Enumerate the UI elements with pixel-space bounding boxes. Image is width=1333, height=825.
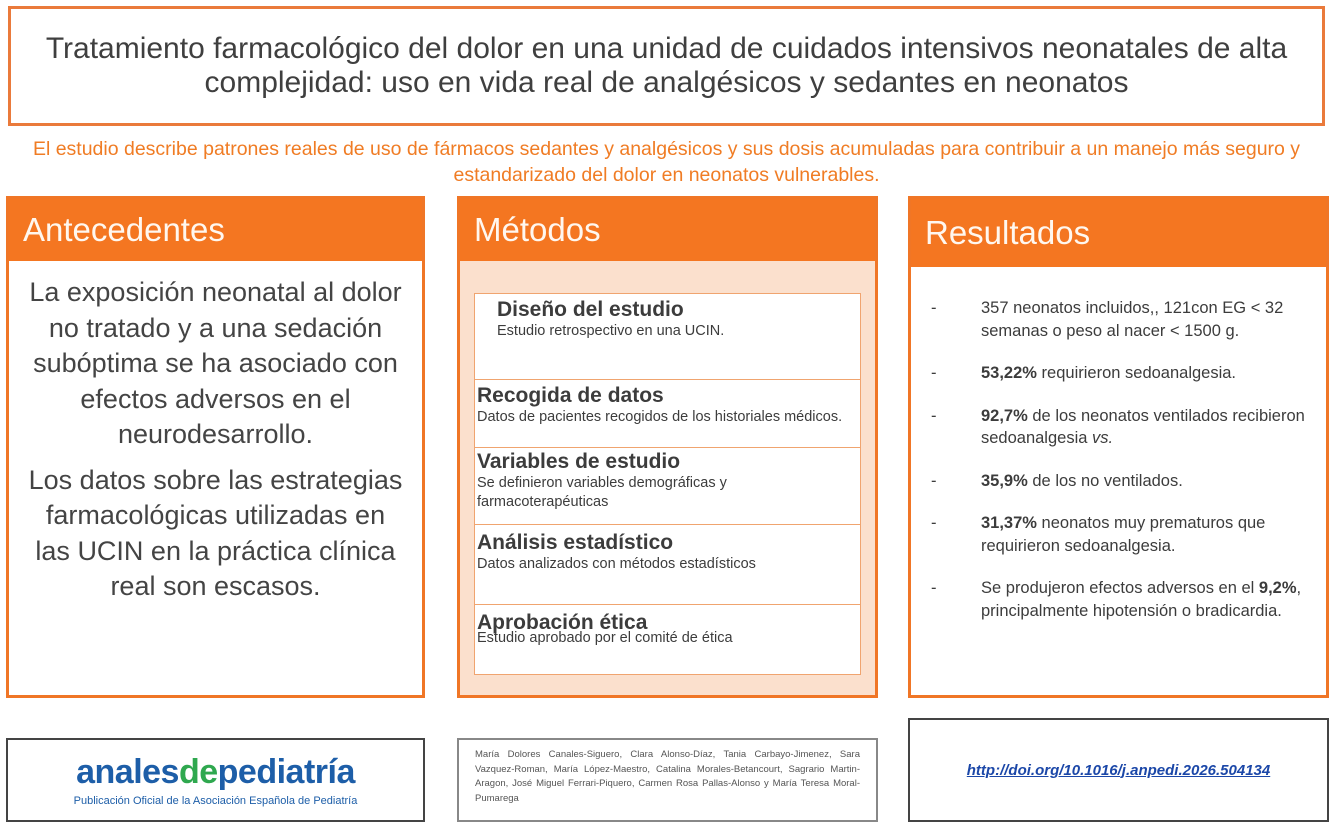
result-value: 31,37% (981, 514, 1037, 532)
journal-logo-subtitle: Publicación Oficial de la Asociación Española de Pediatría (73, 795, 358, 807)
result-text: requirieron sedoanalgesia. (1036, 364, 1237, 382)
bullet-dash: - (931, 579, 937, 597)
result-item (931, 470, 1312, 493)
result-item (931, 577, 1312, 622)
result-text-pre: Se produjeron efectos adversos en el (981, 579, 1259, 597)
page-title: Tratamiento farmacológico del dolor en una unidad de cuidados intensivos neonatales de alta complejidad: uso en vida real de analgésicos y sedantes en neonatos (45, 32, 1288, 99)
resultados-body (911, 267, 1326, 622)
logo-part-de: de (178, 753, 218, 791)
result-item (931, 405, 1312, 450)
logo-part-anales: anales (76, 753, 179, 791)
step-variables (475, 448, 860, 525)
result-item (931, 362, 1312, 385)
step-desc: Datos de pacientes recogidos de los historiales médicos. (477, 409, 843, 425)
result-value: 53,22% (981, 364, 1037, 382)
result-italic: vs. (1092, 429, 1114, 447)
step-title: Variables de estudio (477, 450, 681, 473)
step-recogida (475, 380, 860, 448)
result-text: 357 neonatos incluidos,, 121con EG < 32 semanas o peso al nacer < 1500 g. (981, 299, 1284, 340)
title-box (8, 6, 1325, 126)
step-diseno (475, 294, 860, 380)
step-aprobacion (475, 605, 860, 676)
result-text: de los no ventilados. (1027, 471, 1183, 490)
result-item (931, 512, 1312, 557)
resultados-panel (908, 196, 1329, 698)
result-text: neonatos muy prematuros que requirieron sedoanalgesia. (981, 514, 1266, 555)
logo-part-pediatria: pediatría (217, 753, 355, 791)
antecedentes-panel (6, 196, 425, 698)
step-desc: Estudio aprobado por el comité de ética (477, 630, 733, 646)
metodos-heading: Métodos (460, 199, 875, 261)
step-desc: Datos analizados con métodos estadísticos (477, 556, 756, 572)
antecedentes-body (9, 261, 422, 605)
resultados-heading: Resultados (911, 199, 1326, 267)
metodos-panel (457, 196, 878, 698)
step-title: Diseño del estudio (497, 298, 684, 321)
authors-box (457, 738, 878, 822)
antecedentes-heading: Antecedentes (9, 199, 422, 261)
bullet-dash: - (931, 471, 937, 490)
antecedentes-paragraph-2: Los datos sobre las estrategias farmacológicas utilizadas en las UCIN en la práctica clínica real son escasos. (28, 464, 403, 601)
step-title: Análisis estadístico (477, 531, 674, 554)
summary-text: El estudio describe patrones reales de uso de fármacos sedantes y analgésicos y sus dosis acumuladas para contribuir a un manejo más seguro y estandarizado del dolor en neonatos vulnerables. (32, 138, 1301, 186)
result-item (931, 297, 1312, 342)
antecedentes-paragraph-1: La exposición neonatal al dolor no tratado y a una sedación subóptima se ha asociado con efectos adversos en el neurodesarrollo. (29, 277, 402, 449)
bullet-dash: - (931, 364, 937, 382)
bullet-dash: - (931, 406, 937, 425)
doi-box (908, 718, 1329, 822)
step-desc: Estudio retrospectivo en una UCIN. (497, 323, 725, 339)
result-value: 92,7% (981, 406, 1028, 425)
bullet-dash: - (931, 299, 937, 317)
step-analisis (475, 525, 860, 605)
result-value: 35,9% (981, 471, 1028, 490)
bullet-dash: - (931, 514, 937, 532)
authors-text: María Dolores Canales-Siguero, Clara Alonso-Díaz, Tania Carbayo-Jimenez, Sara Vazquez-Roman, María López-Maestro, Catalina Morales-Betancourt, Sagrario Martin-Aragon, José Miguel Ferrari-Piquero, Carmen Rosa Pallas-Alonso y María Teresa Moral-Pumarega (475, 749, 860, 804)
doi-link[interactable]: http://doi.org/10.1016/j.anpedi.2026.504134 (966, 761, 1271, 779)
result-value: 9,2% (1258, 579, 1297, 597)
metodos-steps (474, 293, 861, 675)
step-title: Aprobación ética (477, 611, 648, 634)
journal-logo-box (6, 738, 425, 822)
result-text: , principalmente hipotensión o bradicardia. (981, 579, 1302, 620)
step-desc: Se definieron variables demográficas y farmacoterapéuticas (477, 475, 727, 510)
step-title: Recogida de datos (477, 384, 664, 407)
metodos-body (460, 261, 875, 695)
result-text: de los neonatos ventilados recibieron sedoanalgesia (981, 406, 1305, 447)
journal-logo (76, 753, 355, 791)
